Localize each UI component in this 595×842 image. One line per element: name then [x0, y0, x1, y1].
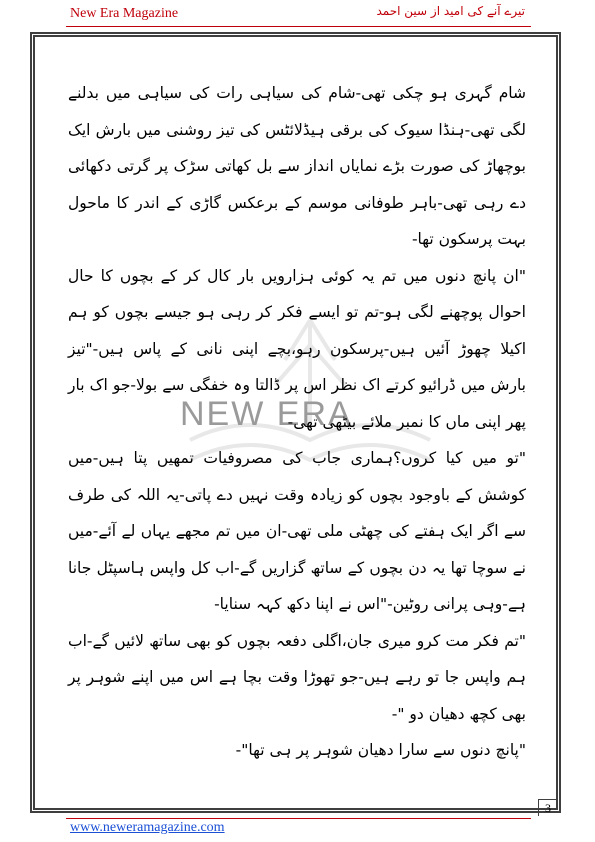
header-divider [66, 26, 531, 27]
paragraph: "تم فکر مت کرو میری جان،اگلی دفعہ بچوں کو بھی ساتھ لائیں گے-اب ہم واپس جا تو رہے ہیں-جو تھوڑا وقت بچا ہے اس میں اپنے شوہر پر بھی کچھ دھیان دو "- [68, 631, 526, 723]
page-number: 3 [538, 799, 557, 816]
magazine-title: New Era Magazine [70, 6, 179, 21]
story-title: تیرے آنے کی امید از سین احمد [376, 4, 525, 18]
paragraph: شام گہری ہو چکی تھی-شام کی سیاہی رات کی سیاہی میں بدلنے لگی تھی-ہنڈا سیوک کی برقی ہیڈلائٹس کی تیز روشنی میں بارش ایک بوچھاڑ کی صورت بڑے نمایاں انداز سے بل کھاتی سڑک پر گرتی دکھائی دے رہی تھی-باہر طوفانی موسم کے برعکس گاڑی کے اندر کا ماحول بہت پرسکون تھا- [68, 84, 526, 248]
paragraph: "پانچ دنوں سے سارا دھیان شوہر پر ہی تھا"- [235, 741, 526, 759]
footer-divider [66, 818, 531, 819]
footer-link[interactable]: www.neweramagazine.com [70, 820, 225, 835]
article-body [68, 75, 526, 769]
paragraph: "ان پانچ دنوں میں تم یہ کوئی ہزارویں بار کال کر کے بچوں کا حال احوال پوچھنے لگی ہو-تم تو ایسے فکر کر رہی ہو جیسے بچوں کو ہم اکیلا چھوڑ آئیں ہیں-پرسکون رہو،بچے اپنی نانی کے پاس ہیں-"تیز بارش میں ڈرائیو کرتے اک نظر اس پر ڈالتا وہ خفگی سے بولا-جو اک بار پھر اپنی ماں کا نمبر ملائے بیٹھی تھی- [68, 266, 526, 431]
watermark-text: NEW ERA [180, 395, 353, 433]
paragraph: "تو میں کیا کروں؟ہماری جاب کی مصروفیات تمھیں پتا ہیں-میں کوشش کے باوجود بچوں کو زیادہ وقت نہیں دے پاتی-یہ اللہ کی طرف سے اگر ایک ہفتے کی چھٹی ملی تھی-ان میں تم مجھے یہاں لے آئے-میں نے سوچا تھا یہ دن بچوں کے ساتھ گزاریں گے-اب کل واپس ہاسپٹل جانا ہے-وہی پرانی روٹین-"اس نے اپنا دکھ کہہ سنایا- [68, 449, 526, 613]
